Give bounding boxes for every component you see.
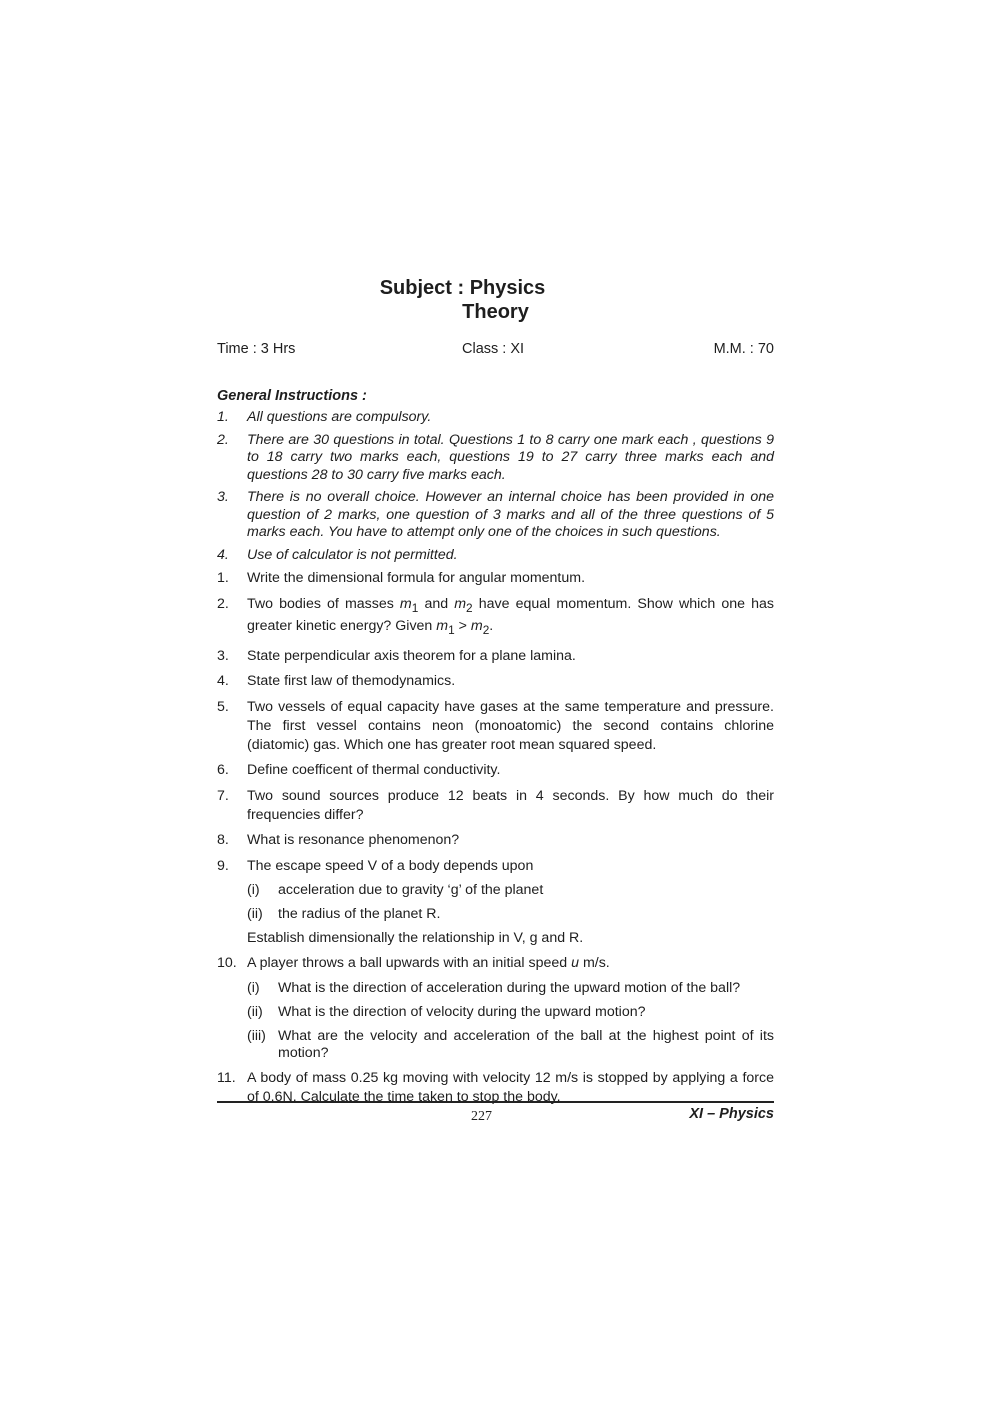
question-9: 9. The escape speed V of a body depends upon (217, 857, 534, 874)
footer-book-title: XI – Physics (689, 1106, 774, 1122)
question-2: 2. Two bodies of masses $m_1$ and $m_2$ have equal momentum. Show which one has greater kinetic energy? Given $m_1 > m_2$. (217, 595, 774, 641)
question-9-sub-i: (i) acceleration due to gravity ‘g’ of the planet (247, 882, 544, 899)
general-instructions-list (217, 409, 774, 564)
question-9-note: Establish dimensionally the relationship in V, g and R. (247, 930, 584, 947)
question-4: 4. State first law of themodynamics. (217, 673, 456, 690)
question-2-text: Two bodies of masses $m_1$ and $m_2$ have equal momentum. Show which one has greater kinetic energy? Given $m_1 > m_2$. (247, 595, 774, 638)
footer-divider (217, 1101, 774, 1103)
page-title (217, 276, 774, 324)
question-10-text: A player throws a ball upwards with an initial speed u m/s. (247, 955, 610, 972)
exam-max-marks: M.M. : 70 (713, 341, 774, 357)
question-6: 6. Define coefficent of thermal conductivity. (217, 762, 501, 779)
general-instructions-heading: General Instructions : (217, 388, 367, 404)
question-10-sub-iii: (iii) What are the velocity and acceleration of the ball at the highest point of its motion? (247, 1027, 774, 1062)
title-theory: Theory (462, 301, 529, 323)
instruction-item: 4. Use of calculator is not permitted. (217, 546, 458, 563)
page-number: 227 (471, 1109, 492, 1124)
question-10-sub-i: (i) What is the direction of acceleration during the upward motion of the ball? (247, 979, 741, 996)
question-8: 8. What is resonance phenomenon? (217, 832, 460, 849)
question-5: 5. Two vessels of equal capacity have gases at the same temperature and pressure. The first vessel contains neon (monoatomic) the second contains chlorine (diatomic) gas. Which one has greater root mean squared speed. (217, 698, 774, 753)
page-content (217, 276, 774, 1114)
exam-class: Class : XI (462, 341, 525, 357)
title-subject: Subject : Physics (379, 277, 546, 299)
question-11: 11. A body of mass 0.25 kg moving with velocity 12 m/s is stopped by applying a force of 0.6N. Calculate the time taken to stop the body. (217, 1070, 774, 1106)
instruction-item: 1. All questions are compulsory. (217, 409, 432, 425)
question-9-sub-ii: (ii) the radius of the planet R. (247, 906, 441, 923)
instruction-item: 3. There is no overall choice. However an internal choice has been provided in one question of 2 marks, one question of 3 marks and all of the three questions of 5 marks each. You have to attempt only one of the choices in such questions. (217, 489, 774, 540)
instruction-item: 2. There are 30 questions in total. Questions 1 to 8 carry one mark each , questions 9 to 18 carry two marks each, questions 19 to 27 carry three marks each and questions 28 to 30 carry five marks each. (217, 431, 774, 483)
questions-list (217, 569, 774, 1107)
question-10: 10. A player throws a ball upwards with an initial speed u m/s. (217, 954, 774, 973)
question-1: 1. Write the dimensional formula for angular momentum. (217, 570, 586, 586)
question-3: 3. State perpendicular axis theorem for a plane lamina. (217, 647, 576, 664)
question-7: 7. Two sound sources produce 12 beats in 4 seconds. By how much do their frequencies differ? (217, 787, 774, 823)
exam-meta (217, 340, 774, 358)
exam-time: Time : 3 Hrs (217, 341, 296, 357)
question-10-sub-ii: (ii) What is the direction of velocity during the upward motion? (247, 1003, 646, 1020)
